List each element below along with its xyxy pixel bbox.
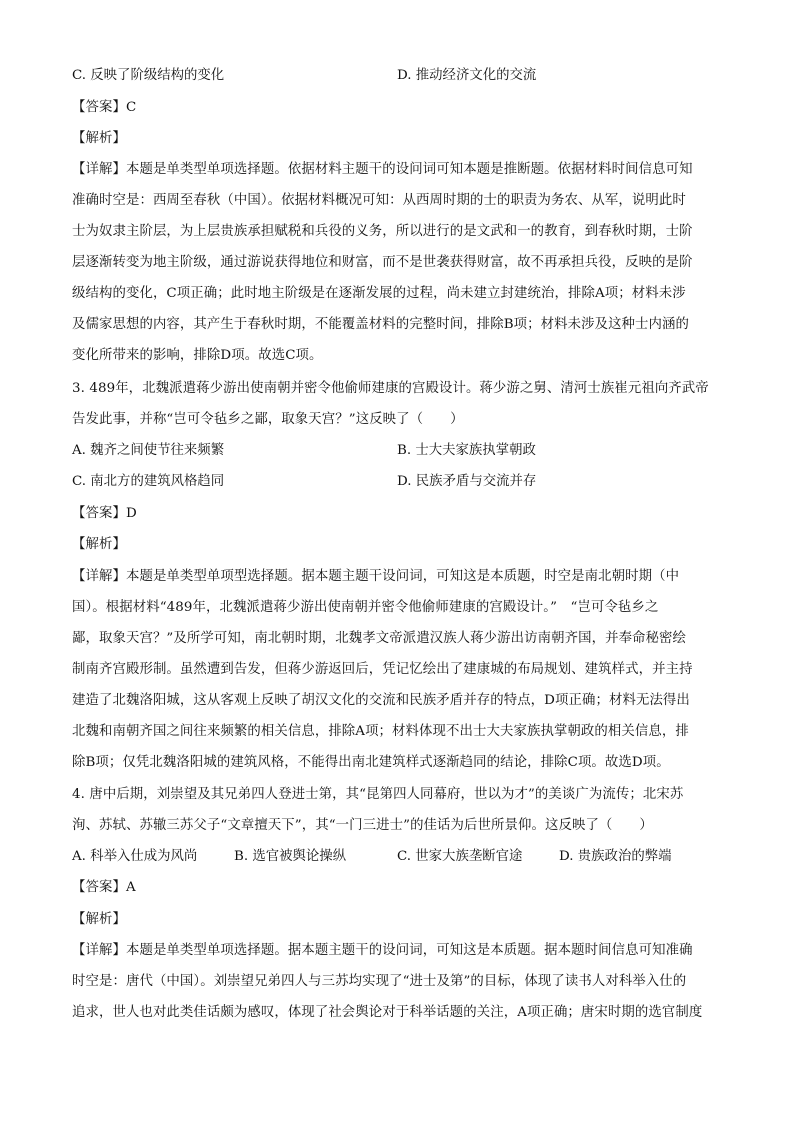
q3-explanation-line: 鄙，取象天宫？”及所学可知，南北朝时期，北魏孝文帝派遣汉族人蒋少游出访南朝齐国，并奉命秘密绘: [72, 631, 687, 646]
q2-explanation-line: 层逐渐转变为地主阶级，通过游说获得地位和财富，而不是世袭获得财富，故不再承担兵役，反映的是阶: [72, 255, 693, 270]
q2-answer: 【答案】C: [72, 100, 137, 115]
q4-option-c: C. 世家大族垄断官途: [397, 849, 523, 864]
q3-options-row-ab: [72, 441, 724, 461]
q3-option-b: B. 士大夫家族执掌朝政: [397, 443, 536, 458]
q3-explanation-line: 建造了北魏洛阳城，这从客观上反映了胡汉文化的交流和民族矛盾并存的特点，D项正确；材料无法得出: [72, 693, 690, 708]
q4-analysis-label: 【解析】: [72, 912, 126, 927]
q3-option-a: A. 魏齐之间使节往来频繁: [72, 443, 225, 458]
q2-explanation-line: 及儒家思想的内容，其产生于春秋时期，不能覆盖材料的完整时间，排除B项；材料未涉及这种士内涵的: [72, 317, 690, 332]
q2-options-row-cd: [72, 66, 724, 86]
q2-option-c: C. 反映了阶级结构的变化: [72, 68, 225, 83]
q2-explanation-line: 准确时空是：西周至春秋（中国）。依据材料概况可知：从西周时期的士的职责为务农、从军，说明此时: [72, 193, 686, 208]
q4-option-d: D. 贵族政治的弊端: [559, 849, 672, 864]
q3-explanation-line: 除B项；仅凭北魏洛阳城的建筑风格，不能得出南北建筑样式逐渐趋同的结论，排除C项。故选D项。: [72, 755, 670, 770]
q3-explanation-line: 国）。根据材料“489年，北魏派遣蒋少游出使南朝并密令他偷师建康的宫殿设计。” “岂可令毡乡之: [72, 600, 659, 615]
q2-analysis-label: 【解析】: [72, 131, 126, 146]
q3-analysis-label: 【解析】: [72, 537, 126, 552]
q2-option-d: D. 推动经济文化的交流: [397, 68, 537, 83]
q2-explanation-line: 【详解】本题是单类型单项选择题。依据材料主题干的设问词可知本题是推断题。依据材料时间信息可知: [72, 162, 693, 177]
q4-options-row: [72, 847, 724, 867]
q4-option-b: B. 选官被舆论操纵: [234, 849, 347, 864]
q4-answer: 【答案】A: [72, 880, 136, 895]
q3-stem-line: 3. 489年，北魏派遣蒋少游出使南朝并密令他偷师建康的宫殿设计。蒋少游之舅、清河士族崔元祖向齐武帝: [72, 381, 709, 396]
q4-explanation-line: 【详解】本题是单类型单项选择题。据本题主题干的设问词，可知这是本质题。据本题时间信息可知准确: [72, 943, 693, 958]
q3-options-row-cd: [72, 472, 724, 492]
q2-explanation-line: 士为奴隶主阶层，为上层贵族承担赋税和兵役的义务，所以进行的是文武和一的教育，到春秋时期，士阶: [72, 224, 693, 239]
q3-stem-line: 告发此事，并称“岂可令毡乡之鄙，取象天宫？”这反映了（ ）: [72, 412, 464, 427]
q3-option-c: C. 南北方的建筑风格趋同: [72, 474, 225, 489]
q4-option-a: A. 科举入仕成为风尚: [72, 849, 198, 864]
q2-explanation-line: 级结构的变化，C项正确；此时地主阶级是在逐渐发展的过程，尚未建立封建统治，排除A项；材料未涉: [72, 286, 686, 301]
q4-stem-line: 洵、苏轼、苏辙三苏父子“文章擅天下”，其“一门三进士”的佳话为后世所景仰。这反映了（ ）: [72, 818, 653, 833]
q2-explanation-line: 变化所带来的影响，排除D项。故选C项。: [72, 348, 323, 363]
q4-explanation-line: 追求，世人也对此类佳话颇为感叹，体现了社会舆论对于科举话题的关注，A项正确；唐宋时期的选官制度: [72, 1005, 703, 1020]
q3-answer: 【答案】D: [72, 506, 137, 521]
q3-explanation-line: 北魏和南朝齐国之间往来频繁的相关信息，排除A项；材料体现不出士大夫家族执掌朝政的相关信息，排: [72, 724, 689, 739]
q3-option-d: D. 民族矛盾与交流并存: [397, 474, 537, 489]
q4-stem-line: 4. 唐中后期，刘崇望及其兄弟四人登进士第，其“昆第四人同幕府，世以为才”的美谈广为流传；北宋苏: [72, 787, 684, 802]
q3-explanation-line: 制南齐宫殿形制。虽然遭到告发，但蒋少游返回后，凭记忆绘出了建康城的布局规划、建筑样式，并主持: [72, 662, 693, 677]
q4-explanation-line: 时空是：唐代（中国）。刘崇望兄弟四人与三苏均实现了“进士及第”的目标，体现了读书人对科举入仕的: [72, 974, 687, 989]
q3-explanation-line: 【详解】本题是单类型单项型选择题。据本题主题干设问词，可知这是本质题，时空是南北朝时期（中: [72, 569, 680, 584]
